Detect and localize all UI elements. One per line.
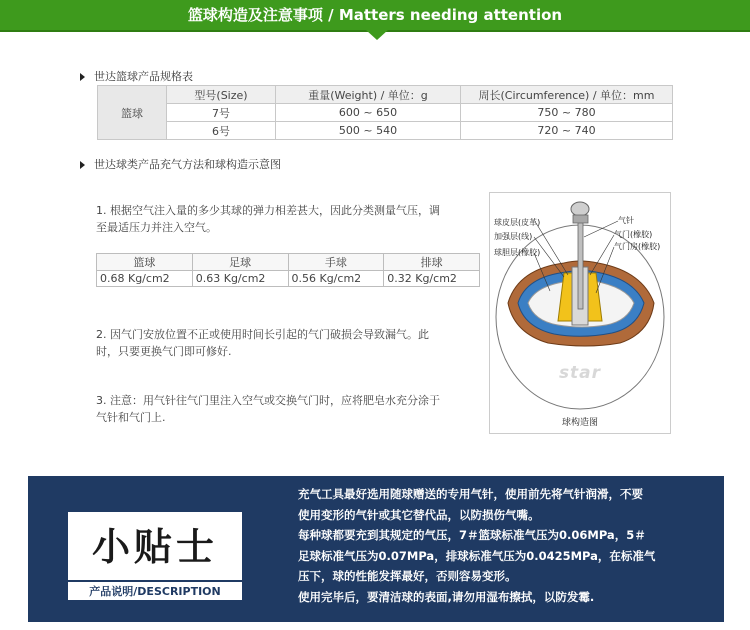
note-1-line: 至最适压力并注入空气。 [96, 221, 217, 234]
tips-line: 使用变形的气针或其它替代品，以防损伤气嘴。 [298, 507, 540, 522]
method-section-title [80, 156, 281, 172]
note-2-line: 时，只要更换气门即可修好. [96, 345, 232, 358]
spec-cell: 750 ~ 780 [461, 104, 673, 122]
note-3-line: 气针和气门上. [96, 411, 166, 424]
note-2 [96, 326, 429, 360]
spec-category: 篮球 [98, 86, 167, 140]
note-1 [96, 202, 440, 236]
section-header [0, 0, 750, 40]
tips-title: 小贴士 [91, 525, 218, 569]
ball-structure-diagram [489, 192, 671, 434]
tips-badge [68, 512, 242, 600]
spec-title-text: 世达篮球产品规格表 [94, 70, 193, 83]
spec-cell: 500 ~ 540 [276, 122, 461, 140]
spec-col-circumference: 周长(Circumference) / 单位：mm [461, 86, 673, 104]
spec-cell: 6号 [167, 122, 276, 140]
pressure-value: 0.32 Kg/cm2 [384, 271, 480, 287]
tips-line: 压下，球的性能发挥最好，否则容易变形。 [298, 569, 517, 583]
pressure-value: 0.56 Kg/cm2 [288, 271, 384, 287]
spec-col-weight: 重量(Weight) / 单位：g [276, 86, 461, 104]
label-valve: 气门(橡胶) [614, 230, 653, 239]
pressure-header-row [97, 254, 480, 271]
tips-subtitle: 产品说明/DESCRIPTION [68, 580, 242, 602]
star-logo: star [558, 363, 602, 383]
table-row [98, 104, 673, 122]
tips-line: 每种球都要充到其规定的气压，7＃篮球标准气压为0.06MPa，5＃ [298, 528, 646, 542]
tips-line: 使用完毕后，要清洁球的表面,请勿用湿布擦拭，以防发霉. [298, 589, 595, 604]
tips-text [298, 484, 708, 607]
note-3 [96, 392, 440, 426]
label-skin-layer: 球皮层(皮革) [494, 218, 541, 227]
pressure-header-football: 足球 [192, 254, 288, 271]
note-3-line: 3. 注意：用气针往气门里注入空气或交换气门时，应将肥皂水充分涂于 [96, 394, 440, 407]
header-title: 篮球构造及注意事项 / Matters needing attention [187, 6, 563, 24]
pressure-table [96, 253, 480, 287]
bullet-triangle-icon [80, 73, 85, 81]
tips-line: 足球标准气压为0.07MPa，排球标准气压为0.0425MPa，在标准气 [298, 548, 656, 563]
method-title-text: 世达球类产品充气方法和球构造示意图 [94, 158, 281, 171]
pressure-value: 0.68 Kg/cm2 [97, 271, 193, 287]
diagram-caption: 球构造图 [561, 418, 598, 428]
spec-table [97, 85, 673, 140]
label-valve-room: 气门房(橡胶) [614, 242, 661, 251]
table-row [97, 271, 480, 287]
tips-line: 充气工具最好选用随球赠送的专用气针，使用前先将气针润滑，不要 [298, 487, 643, 501]
table-row [98, 122, 673, 140]
tips-banner [28, 476, 724, 622]
note-2-line: 2. 因气门安放位置不正或使用时间长引起的气门破损会导致漏气。此 [96, 328, 429, 341]
pressure-header-volleyball: 排球 [384, 254, 480, 271]
spec-cell: 600 ~ 650 [276, 104, 461, 122]
spec-cell: 720 ~ 740 [461, 122, 673, 140]
bullet-triangle-icon [80, 161, 85, 169]
pressure-value: 0.63 Kg/cm2 [192, 271, 288, 287]
pressure-header-basketball: 篮球 [97, 254, 193, 271]
spec-col-size: 型号(Size) [167, 86, 276, 104]
label-needle: 气针 [618, 216, 634, 225]
spec-cell: 7号 [167, 104, 276, 122]
label-bladder-layer: 球胆层(橡胶) [494, 248, 541, 257]
note-1-line: 1. 根据空气注入量的多少其球的弹力相差甚大，因此分类测量气压，调 [96, 204, 440, 217]
label-reinforce-layer: 加强层(线) [494, 232, 533, 241]
header-arrow [366, 30, 388, 40]
pressure-header-handball: 手球 [288, 254, 384, 271]
spec-section-title [80, 68, 193, 84]
spec-header-row [98, 86, 673, 104]
